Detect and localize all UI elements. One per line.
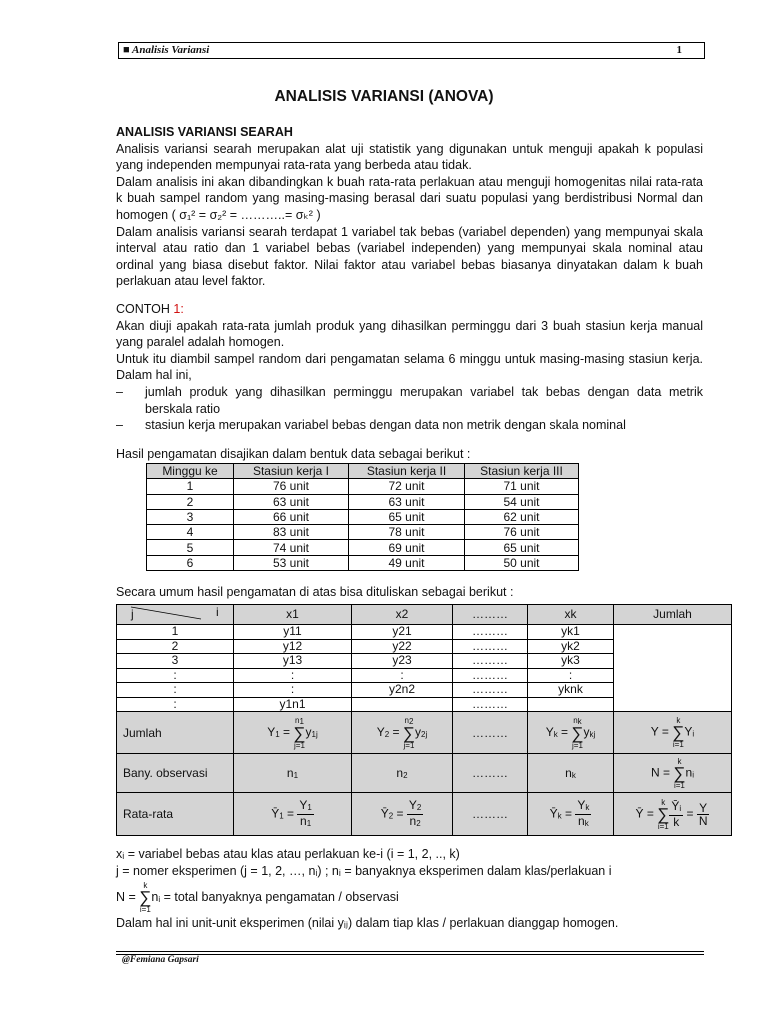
dash-bullet: – — [116, 418, 123, 433]
definition-prefix: N = — [116, 889, 140, 904]
column-header: x1 — [234, 605, 352, 625]
page-number: 1 — [676, 44, 682, 56]
definition-line: N = k ∑ i=1ni = total banyaknya pengamatan / observasi — [116, 881, 399, 915]
table-cell: ……… — [453, 697, 528, 712]
table-cell: : — [528, 668, 614, 683]
count-1: n1 — [234, 754, 352, 793]
table-cell: ……… — [453, 625, 528, 640]
sum-row — [117, 712, 732, 754]
table-cell: 83 unit — [234, 525, 349, 540]
mean-formula-k: Ȳk = $\frac{Yk}{nk}$ — [528, 793, 614, 836]
table-cell: 3 — [147, 509, 234, 524]
table-row — [147, 479, 579, 494]
table-cell: y2n2 — [352, 683, 453, 698]
table-cell: 1 — [117, 625, 234, 640]
column-header: Stasiun kerja II — [349, 464, 465, 479]
example-number: 1: — [173, 302, 184, 316]
paragraph: Dalam analisis variansi searah terdapat 1 variabel tak bebas (variabel dependen) yang mempunyai skala interval atau ratio dan 1 variabel bebas (variabel independen) yang mempunyai skala nominal atau ordinal yang biasa disebut faktor. Nilai faktor atau variabel bebas biasanya dinyatakan dalam k buah perlakuan atau level faktor. — [116, 224, 703, 289]
table-cell: ……… — [453, 639, 528, 654]
table-intro: Hasil pengamatan disajikan dalam bentuk data sebagai berikut : — [116, 447, 471, 461]
table-cell: 71 unit — [465, 479, 579, 494]
table-cell: 63 unit — [349, 494, 465, 509]
table-cell: 54 unit — [465, 494, 579, 509]
count-k: nk — [528, 754, 614, 793]
table-cell: 76 unit — [465, 525, 579, 540]
table-cell: y12 — [234, 639, 352, 654]
table-row — [147, 525, 579, 540]
paragraph: Untuk itu diambil sampel random dari pengamatan selama 6 minggu untuk masing-masing stasiun kerja. Dalam hal ini, — [116, 351, 703, 383]
count-row — [117, 754, 732, 793]
table-cell: 62 unit — [465, 509, 579, 524]
paragraph: Akan diuji apakah rata-rata jumlah produk yang dihasilkan perminggu dari 3 buah stasiun kerja manual yang paralel adalah homogen. — [116, 318, 703, 350]
table-cell: 6 — [147, 555, 234, 570]
list-item-text: stasiun kerja merupakan variabel bebas dengan data non metrik dengan skala nominal — [145, 418, 626, 433]
table-cell: : — [234, 683, 352, 698]
list-item — [116, 417, 703, 434]
definitions — [116, 846, 703, 932]
document-title: ANALISIS VARIANSI (ANOVA) — [274, 88, 494, 105]
table-row — [117, 625, 732, 640]
table-cell: : — [117, 683, 234, 698]
table-header-row — [147, 464, 579, 479]
footer-rule — [116, 951, 704, 952]
table-cell: 65 unit — [465, 540, 579, 555]
mean-formula-1: Ȳ1 = $\frac{Y1}{n1}$ — [234, 793, 352, 836]
table-cell: 4 — [147, 525, 234, 540]
empty-sum-cell — [614, 625, 732, 712]
corner-j: j — [131, 607, 134, 621]
general-intro: Secara umum hasil pengamatan di atas bisa dituliskan sebagai berikut : — [116, 585, 514, 599]
table-row — [147, 494, 579, 509]
table-cell: 2 — [147, 494, 234, 509]
row-label: Jumlah — [117, 712, 234, 754]
table-cell: 1 — [147, 479, 234, 494]
column-header: Jumlah — [614, 605, 732, 625]
table-cell: 2 — [117, 639, 234, 654]
example-heading — [116, 301, 703, 318]
table-cell: y1n1 — [234, 697, 352, 712]
dash-bullet: – — [116, 384, 123, 399]
table-cell: 69 unit — [349, 540, 465, 555]
table-cell: y13 — [234, 654, 352, 669]
header-title: ■ Analisis Variansi — [123, 44, 210, 56]
count-total: N = k ∑ i=1ni — [614, 754, 732, 793]
example-label: CONTOH — [116, 302, 174, 316]
table-cell: : — [117, 697, 234, 712]
table-cell: 78 unit — [349, 525, 465, 540]
table-cell: ……… — [453, 754, 528, 793]
column-header: Stasiun kerja III — [465, 464, 579, 479]
sum-formula-total: Y = k ∑ i=1Yi — [614, 712, 732, 754]
table-cell: y23 — [352, 654, 453, 669]
definition-line: xᵢ = variabel bebas atau klas atau perlakuan ke-i (i = 1, 2, .., k) — [116, 847, 460, 861]
table-cell: 65 unit — [349, 509, 465, 524]
count-2: n2 — [352, 754, 453, 793]
table-cell: : — [352, 668, 453, 683]
footer-rule — [116, 954, 704, 955]
list-item — [116, 384, 703, 417]
column-header: Stasiun kerja I — [234, 464, 349, 479]
table-cell: yk2 — [528, 639, 614, 654]
table-cell: 74 unit — [234, 540, 349, 555]
section-anova-searah — [116, 124, 703, 290]
definition-line: Dalam hal ini unit-unit eksperimen (nilai yᵢⱼ) dalam tiap klas / perlakuan dianggap homogen. — [116, 916, 619, 931]
row-label: Bany. observasi — [117, 754, 234, 793]
column-header: xk — [528, 605, 614, 625]
table-row — [147, 540, 579, 555]
observation-table — [146, 463, 579, 571]
table-row — [147, 509, 579, 524]
definition-suffix: = total banyaknya pengamatan / observasi — [160, 889, 399, 904]
example-section — [116, 301, 703, 434]
sum-formula-1: Y1 = n1 ∑ j=1y1j — [234, 712, 352, 754]
column-header: ……… — [453, 605, 528, 625]
table-cell: yk3 — [528, 654, 614, 669]
table-cell: 5 — [147, 540, 234, 555]
table-cell: ……… — [453, 668, 528, 683]
table-cell — [528, 697, 614, 712]
table-cell — [352, 697, 453, 712]
mean-row — [117, 793, 732, 836]
column-header: Minggu ke — [147, 464, 234, 479]
corner-i: i — [216, 605, 219, 619]
table-cell: ……… — [453, 683, 528, 698]
paragraph: Analisis variansi searah merupakan alat uji statistik yang digunakan untuk menguji apakah k populasi yang independen mempunyai rata-rata yang berbeda atau tidak. — [116, 141, 703, 173]
table-cell: yknk — [528, 683, 614, 698]
table-cell: ……… — [453, 712, 528, 754]
table-cell: 66 unit — [234, 509, 349, 524]
table-cell: 53 unit — [234, 555, 349, 570]
column-header: x2 — [352, 605, 453, 625]
mean-formula-total: Ȳ = k ∑ i=1 $\frac{Ȳi}{k}$ = $\frac{Y}{N}$ — [614, 793, 732, 836]
sum-formula-k: Yk = nk ∑ j=1ykj — [528, 712, 614, 754]
sum-formula-2: Y2 = n2 ∑ j=1y2j — [352, 712, 453, 754]
table-cell: : — [117, 668, 234, 683]
row-label: Rata-rata — [117, 793, 234, 836]
footer-author: @Femiana Gapsari — [122, 955, 199, 965]
table-cell: ……… — [453, 793, 528, 836]
list-item-text: jumlah produk yang dihasilkan perminggu merupakan variabel tak bebas dengan data metrik berskala ratio — [145, 384, 703, 416]
general-form-table — [116, 604, 732, 836]
definition-line: j = nomer eksperimen (j = 1, 2, …, nᵢ) ; nᵢ = banyaknya eksperimen dalam klas/perlakuan i — [116, 863, 612, 878]
page-header — [118, 42, 705, 59]
table-cell: 63 unit — [234, 494, 349, 509]
table-cell: yk1 — [528, 625, 614, 640]
table-cell: 49 unit — [349, 555, 465, 570]
table-cell: 3 — [117, 654, 234, 669]
mean-formula-2: Ȳ2 = $\frac{Y2}{n2}$ — [352, 793, 453, 836]
table-row — [147, 555, 579, 570]
section-heading: ANALISIS VARIANSI SEARAH — [116, 125, 293, 139]
table-cell: ……… — [453, 654, 528, 669]
table-cell: 76 unit — [234, 479, 349, 494]
table-cell: y11 — [234, 625, 352, 640]
table-cell: 50 unit — [465, 555, 579, 570]
table-header-row — [117, 605, 732, 625]
corner-cell — [117, 605, 234, 625]
table-cell: : — [234, 668, 352, 683]
table-cell: 72 unit — [349, 479, 465, 494]
table-cell: y22 — [352, 639, 453, 654]
bullet-list — [116, 384, 703, 434]
paragraph: Dalam analisis ini akan dibandingkan k buah rata-rata perlakuan atau menguji homogenitas nilai rata-rata k buah sampel random yang masing-masing berasal dari suatu populasi yang berdistribusi Normal dan homogen ( σ₁² = σ₂² = ………..= σₖ² ) — [116, 174, 703, 222]
table-cell: y21 — [352, 625, 453, 640]
